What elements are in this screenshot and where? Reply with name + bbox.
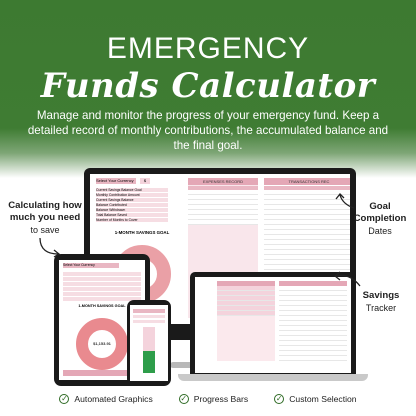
curved-arrow-icon [36,236,62,258]
laptop-base [178,374,368,381]
laptop-transactions [279,281,347,369]
laptop-expenses [217,281,275,361]
title-line-1: EMERGENCY [106,32,310,65]
callout-calculating [4,200,86,236]
summary-label: Balance Withdrawn [96,208,168,212]
tablet-goal-title: 1-MONTH SAVINGS GOAL [78,304,126,308]
callout-calculating-title: Calculating how much you need [8,200,82,223]
check-icon: ✓ [275,394,283,403]
feature-label: Custom Selection [289,394,357,404]
curved-arrow-icon [330,270,364,290]
feature-item [274,394,356,404]
features-bar [0,388,416,410]
summary-label: Monthly Contribution Amount [96,193,168,197]
phone-spreadsheet [130,305,168,381]
currency-value[interactable]: $ [140,178,150,184]
tablet-donut-value: $1,153.91 [93,341,111,346]
progress-bar-track [143,327,155,373]
summary-label: Number of Months to Cover [96,218,168,222]
curved-arrow-icon [334,192,358,212]
title-line-2: Funds Calculator [40,66,376,106]
laptop-spreadsheet [195,277,351,373]
summary-label: Total Balance Saved [96,213,168,217]
callout-calculating-sub: to save [30,225,60,235]
callout-savings-sub: Tracker [365,303,397,313]
goal-title: 1-MONTH SAVINGS GOAL [114,230,170,235]
summary-label: Balance Contributed [96,203,168,207]
expenses-title: EXPENSES RECORD [188,178,258,185]
progress-bar-fill [143,351,155,373]
description: Manage and monitor the progress of your emergency fund. Keep a detailed record of monthly contributions, the accumulated balance and the final goal. [27,109,389,152]
callout-savings-title: Savings [362,290,400,301]
feature-label: Automated Graphics [74,394,153,404]
callout-goal-title: Goal Completion [353,201,407,224]
phone [127,300,171,386]
feature-label: Progress Bars [193,394,249,404]
summary-table [96,188,168,222]
summary-label: Current Savings Balance Goal [96,188,168,192]
feature-item [179,394,248,404]
callout-goal-sub: Dates [368,226,392,236]
currency-label: Select Your Currency [96,178,136,184]
tablet-summary [63,272,141,301]
tablet-currency-label: Select Your Currency [63,263,119,268]
check-icon: ✓ [180,394,188,403]
summary-label: Current Savings Balance [96,198,168,202]
callout-goal-completion [350,201,410,237]
callout-savings [352,290,410,314]
feature-item [59,394,152,404]
transactions-title: TRANSACTIONS REC [264,178,350,185]
check-icon: ✓ [61,394,68,403]
